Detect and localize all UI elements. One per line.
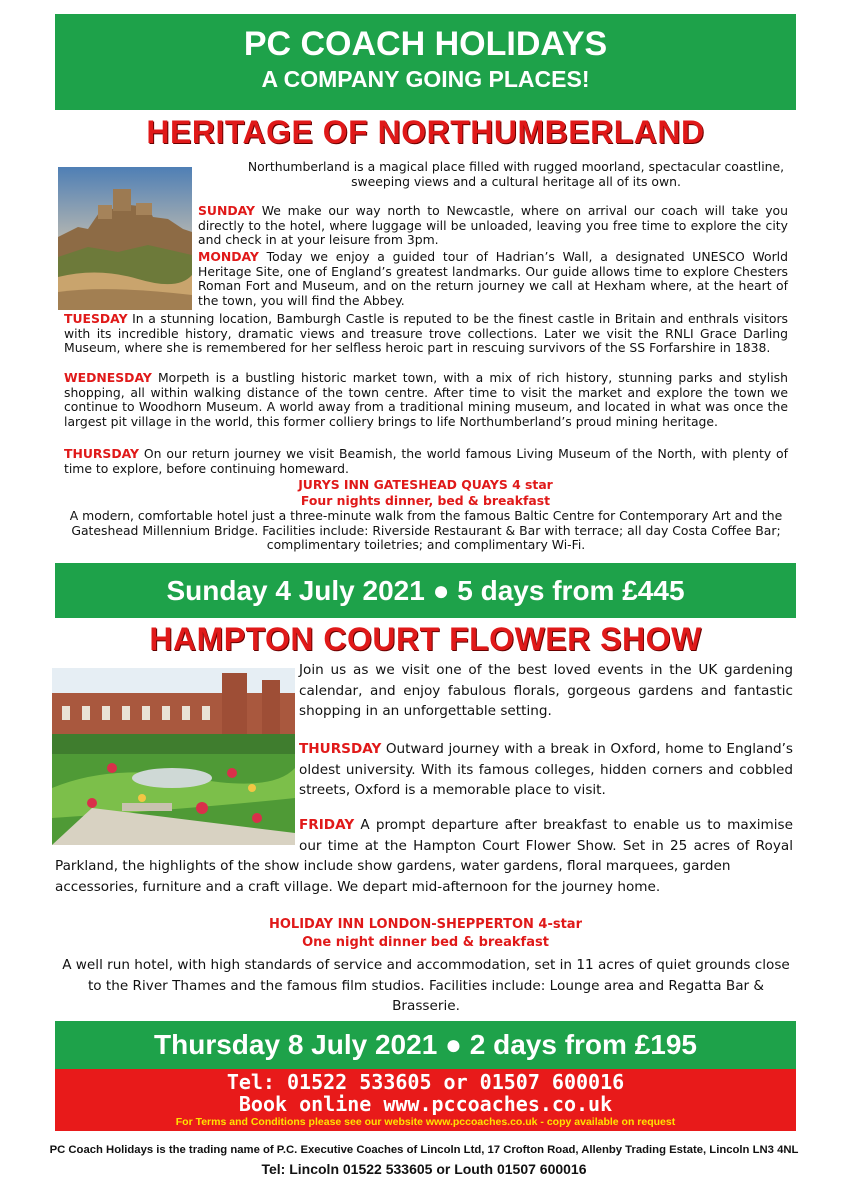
tour1-hotel-board: Four nights dinner, bed & breakfast bbox=[300, 493, 551, 508]
day-text: A prompt departure after breakfast to enable us to maximise our time at the Hampton Court Flower Show. Set in 25 acres of Royal bbox=[299, 817, 793, 854]
tour2-day-thursday bbox=[299, 739, 793, 801]
tour1-hotel-desc: A modern, comfortable hotel just a three-minute walk from the famous Baltic Centre for Contemporary Art and the Gateshead Millennium Bridge. Facilities include: Riverside Restaurant & Bar with terrace; all day Costa Coffee Bar; complimentary toiletries; and complimentary Wi-Fi. bbox=[69, 508, 783, 553]
tour1-day-wednesday bbox=[64, 371, 788, 429]
day-text: Today we enjoy a guided tour of Hadrian’s Wall, a designated UNESCO World Heritage Site, one of England’s greatest landmarks. Our guide allows time to explore Chesters Roman Fort and Museum, and on the return journey we call at Hexham where, at the heart of the town, you will find the Abbey. bbox=[198, 249, 788, 308]
tour2-day-friday-rest: Parkland, the highlights of the show include show gardens, water gardens, floral marquees, garden accessories, furniture and a craft village. We depart mid-afternoon for the journey home. bbox=[55, 858, 731, 895]
footer-tel: Tel: Lincoln 01522 533605 or Louth 01507 600016 bbox=[261, 1161, 587, 1177]
tour2-date-price-banner bbox=[55, 1021, 796, 1069]
footer-trading-name: PC Coach Holidays is the trading name of P.C. Executive Coaches of Lincoln Ltd, 17 Crofton Road, Allenby Trading Estate, Lincoln LN3 4NL bbox=[49, 1144, 799, 1156]
day-label: FRIDAY bbox=[299, 817, 355, 833]
tour2-hotel-board: One night dinner bed & breakfast bbox=[302, 935, 549, 950]
tour1-date-price: Sunday 4 July 2021 ● 5 days from £445 bbox=[166, 575, 685, 606]
header-banner bbox=[55, 14, 796, 110]
contact-book-online[interactable]: Book online www.pccoaches.co.uk bbox=[238, 1092, 613, 1116]
tour2-hotel-desc: A well run hotel, with high standards of service and accommodation, set in 11 acres of quiet grounds close to the River Thames and the famous film studios. Facilities include: Lounge area and Regatta Bar & Brasserie. bbox=[62, 957, 790, 1014]
tour2-day-friday-first-lines bbox=[299, 815, 793, 856]
day-label: WEDNESDAY bbox=[64, 370, 152, 385]
contact-tel: Tel: 01522 533605 or 01507 600016 bbox=[226, 1070, 625, 1094]
day-label: THURSDAY bbox=[299, 741, 382, 757]
contact-terms: For Terms and Conditions please see our website www.pccoaches.co.uk - copy available on request bbox=[175, 1116, 676, 1128]
tour1-day-sunday bbox=[198, 204, 788, 248]
day-label: THURSDAY bbox=[64, 446, 140, 461]
contact-banner bbox=[55, 1069, 796, 1131]
company-name: PC COACH HOLIDAYS bbox=[243, 25, 608, 63]
tour1-day-tuesday bbox=[64, 312, 788, 356]
day-label: TUESDAY bbox=[64, 311, 128, 326]
hampton-court-garden-image bbox=[52, 668, 295, 845]
tour1-hotel-name: JURYS INN GATESHEAD QUAYS 4 star bbox=[298, 477, 553, 492]
company-tagline: A COMPANY GOING PLACES! bbox=[261, 66, 590, 92]
tour1-day-thursday bbox=[64, 447, 788, 476]
day-label: SUNDAY bbox=[198, 203, 256, 218]
tour2-date-price: Thursday 8 July 2021 ● 2 days from £195 bbox=[154, 1029, 697, 1060]
tour1-title: HERITAGE OF NORTHUMBERLAND bbox=[146, 114, 705, 150]
bamburgh-castle-image bbox=[58, 167, 192, 310]
day-text: In a stunning location, Bamburgh Castle is reputed to be the finest castle in Britain and enthrals visitors with its incredible history, dramatic views and treasure trove collections. Later we visit the RNLI Grace Darling Museum, where she is remembered for her selfless heroic part in rescuing survivors of the SS Forfarshire in 1838. bbox=[64, 311, 788, 356]
day-label: MONDAY bbox=[198, 249, 259, 264]
tour1-day-monday bbox=[198, 250, 788, 308]
tour2-intro: Join us as we visit one of the best loved events in the UK gardening calendar, and enjoy fabulous florals, gorgeous gardens and fantastic shopping in an unforgettable setting. bbox=[299, 662, 793, 719]
tour2-title: HAMPTON COURT FLOWER SHOW bbox=[149, 621, 702, 657]
day-text: We make our way north to Newcastle, where on arrival our coach will take you directly to the hotel, where luggage will be unloaded, leaving you free time to explore the city and check in at your leisure from 3pm. bbox=[198, 203, 788, 248]
day-text: On our return journey we visit Beamish, the world famous Living Museum of the North, with plenty of time to explore, before continuing homeward. bbox=[64, 446, 788, 476]
day-text: Morpeth is a bustling historic market town, with a mix of rich history, stunning parks and stylish shopping, all within walking distance of the town centre. After time to visit the market and explore the town we continue to Woodhorn Museum. A world away from a traditional mining museum, and located in what was once the largest pit village in the world, this former colliery brings to life Northumberland’s proud mining heritage. bbox=[64, 370, 788, 429]
day-text: Outward journey with a break in Oxford, home to England’s oldest university. With its famous colleges, hidden corners and cobbled streets, Oxford is a memorable place to visit. bbox=[299, 741, 793, 798]
tour1-intro: Northumberland is a magical place filled with rugged moorland, spectacular coastline, sweeping views and a cultural heritage all of its own. bbox=[247, 159, 785, 189]
tour2-hotel-name: HOLIDAY INN LONDON-SHEPPERTON 4-star bbox=[269, 917, 582, 932]
tour1-date-price-banner bbox=[55, 563, 796, 618]
